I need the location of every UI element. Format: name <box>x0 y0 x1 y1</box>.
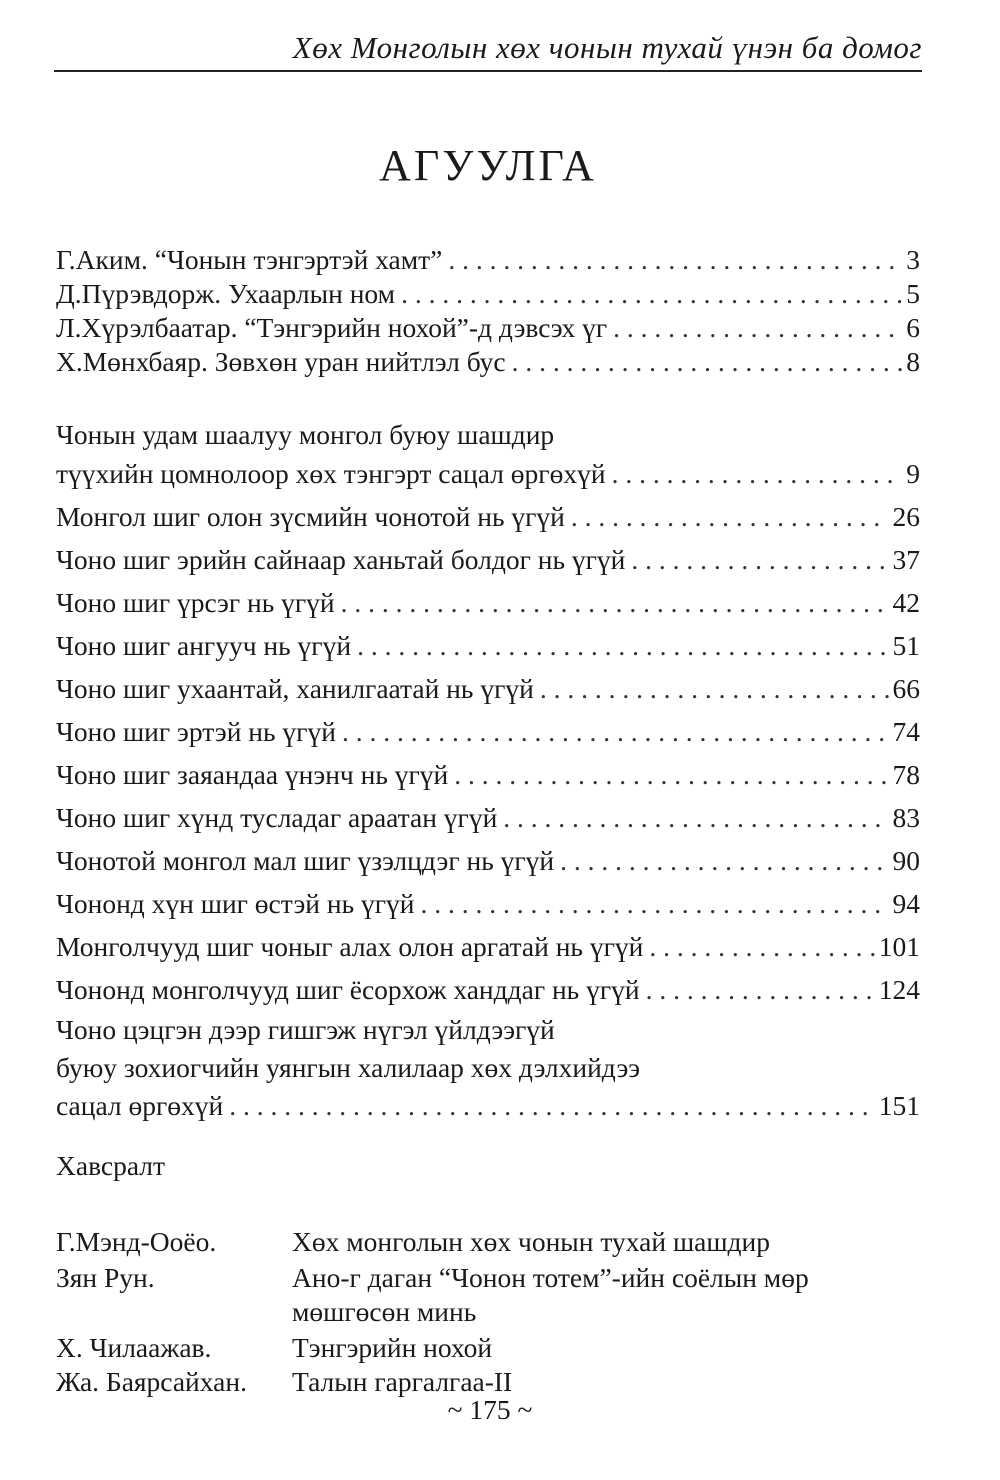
toc-entry <box>56 544 920 580</box>
leader-dots <box>342 716 889 748</box>
toc-entry-page: 151 <box>878 1090 920 1121</box>
toc-entry <box>56 802 920 838</box>
appendix-title-continued: мөшгөсөн минь <box>292 1296 477 1327</box>
leader-dots <box>613 312 902 344</box>
toc-entry <box>56 630 920 666</box>
toc-entry <box>56 716 920 752</box>
toc-entry <box>56 888 920 924</box>
toc-entry-title: түүхийн цомнолоор хөх тэнгэрт сацал өргөхүй <box>56 458 606 489</box>
leader-dots <box>229 1090 874 1122</box>
leader-dots <box>612 458 903 490</box>
leader-dots <box>421 888 889 920</box>
toc-entry-title: Чоно шиг үрсэг нь үгүй <box>56 587 335 618</box>
toc-entry-title-line: Чонын удам шаалуу монгол буюу шашдир <box>56 419 555 450</box>
toc-entry-title: Чононд монголчууд шиг ёсорхож ханддаг нь үгүй <box>56 974 640 1005</box>
toc-entry-title: Чоно шиг эрийн сайнаар ханьтай болдог нь үгүй <box>56 544 626 575</box>
toc-entry <box>56 244 920 280</box>
toc-entry <box>56 974 920 1010</box>
toc-entry-page: 9 <box>906 458 920 489</box>
toc-entry <box>56 1090 920 1126</box>
toc-entry-title: Д.Пүрэвдорж. Ухаарлын ном <box>56 278 396 309</box>
toc-entry-page: 8 <box>906 346 920 377</box>
appendix-author: Х. Чилаажав. <box>56 1332 212 1363</box>
toc-entry-page: 6 <box>906 312 920 343</box>
toc-entry-title: Монгол шиг олон зүсмийн чонотой нь үгүй <box>56 501 565 532</box>
toc-entry-page: 124 <box>878 974 920 1005</box>
toc-entry-page: 74 <box>892 716 920 747</box>
leader-dots <box>357 630 888 662</box>
toc-entry <box>56 845 920 881</box>
leader-dots <box>341 587 889 619</box>
toc-entry-page: 66 <box>892 673 920 704</box>
appendix-heading: Хавсралт <box>56 1150 166 1181</box>
leader-dots <box>646 974 875 1006</box>
toc-entry-page: 42 <box>892 587 920 618</box>
leader-dots <box>454 759 888 791</box>
header-rule <box>54 70 922 72</box>
page-number: ~ 175 ~ <box>447 1394 533 1425</box>
toc-entry <box>56 458 920 494</box>
running-head: Хөх Монголын хөх чонын тухай үнэн ба домог <box>292 30 922 65</box>
toc-entry <box>56 346 920 382</box>
toc-entry-title: Х.Мөнхбаяр. Зөвхөн уран нийтлэл бус <box>56 346 506 377</box>
toc-entry-title: Г.Аким. “Чонын тэнгэртэй хамт” <box>56 244 443 275</box>
toc-entry-page: 78 <box>892 759 920 790</box>
leader-dots <box>631 544 888 576</box>
toc-entry <box>56 931 920 967</box>
appendix-author: Жа. Баярсайхан. <box>56 1366 247 1397</box>
toc-entry <box>56 587 920 623</box>
toc-entry-page: 37 <box>892 544 920 575</box>
toc-entry-title: Чононд хүн шиг өстэй нь үгүй <box>56 888 415 919</box>
toc-entry-page: 3 <box>906 244 920 275</box>
toc-entry-page: 90 <box>892 845 920 876</box>
leader-dots <box>503 802 888 834</box>
toc-entry-title: сацал өргөхүй <box>56 1090 224 1121</box>
leader-dots <box>512 346 903 378</box>
page-title: АГУУЛГА <box>379 141 597 190</box>
appendix-title: Талын гаргалгаа-II <box>292 1366 513 1397</box>
toc-entry <box>56 278 920 314</box>
toc-entry-page: 83 <box>892 802 920 833</box>
appendix-title: Хөх монголын хөх чонын тухай шашдир <box>292 1226 770 1257</box>
leader-dots <box>540 673 889 705</box>
toc-entry-page: 101 <box>878 931 920 962</box>
appendix-author: Г.Мэнд-Ооёо. <box>56 1226 217 1257</box>
toc-entry-title: Чонотой монгол мал шиг үзэлцдэг нь үгүй <box>56 845 555 876</box>
appendix-title: Ано-г даган “Чонон тотем”-ийн соёлын мөр <box>292 1262 809 1293</box>
toc-entry-title: Чоно шиг эртэй нь үгүй <box>56 716 336 747</box>
toc-entry-page: 26 <box>892 501 920 532</box>
appendix-author: Зян Рун. <box>56 1262 155 1293</box>
leader-dots <box>401 278 902 310</box>
toc-entry-page: 94 <box>892 888 920 919</box>
toc-entry <box>56 673 920 709</box>
leader-dots <box>649 931 874 963</box>
appendix-title: Тэнгэрийн нохой <box>292 1332 493 1363</box>
leader-dots <box>560 845 888 877</box>
toc-entry-title-line: буюу зохиогчийн уянгын халилаар хөх дэлхийдээ <box>56 1052 641 1083</box>
toc-entry-title: Л.Хүрэлбаатар. “Тэнгэрийн нохой”-д дэвсэх үг <box>56 312 608 343</box>
toc-entry-title: Чоно шиг ангууч нь үгүй <box>56 630 352 661</box>
toc-entry-title: Чоно шиг заяандаа үнэнч нь үгүй <box>56 759 449 790</box>
toc-entry-title: Чоно шиг хүнд туслaдаг араатан үгүй <box>56 802 498 833</box>
toc-entry <box>56 759 920 795</box>
toc-entry-page: 5 <box>906 278 920 309</box>
toc-entry <box>56 312 920 348</box>
toc-entry-title: Чоно шиг ухаантай, ханилгаатай нь үгүй <box>56 673 534 704</box>
toc-entry-title: Монголчууд шиг чоныг алах олон аргатай нь үгүй <box>56 931 644 962</box>
leader-dots <box>571 501 889 533</box>
toc-entry-page: 51 <box>892 630 920 661</box>
toc-entry-title-line: Чоно цэцгэн дээр гишгэж нүгэл үйлдээгүй <box>56 1014 555 1045</box>
leader-dots <box>448 244 902 276</box>
toc-entry <box>56 501 920 537</box>
